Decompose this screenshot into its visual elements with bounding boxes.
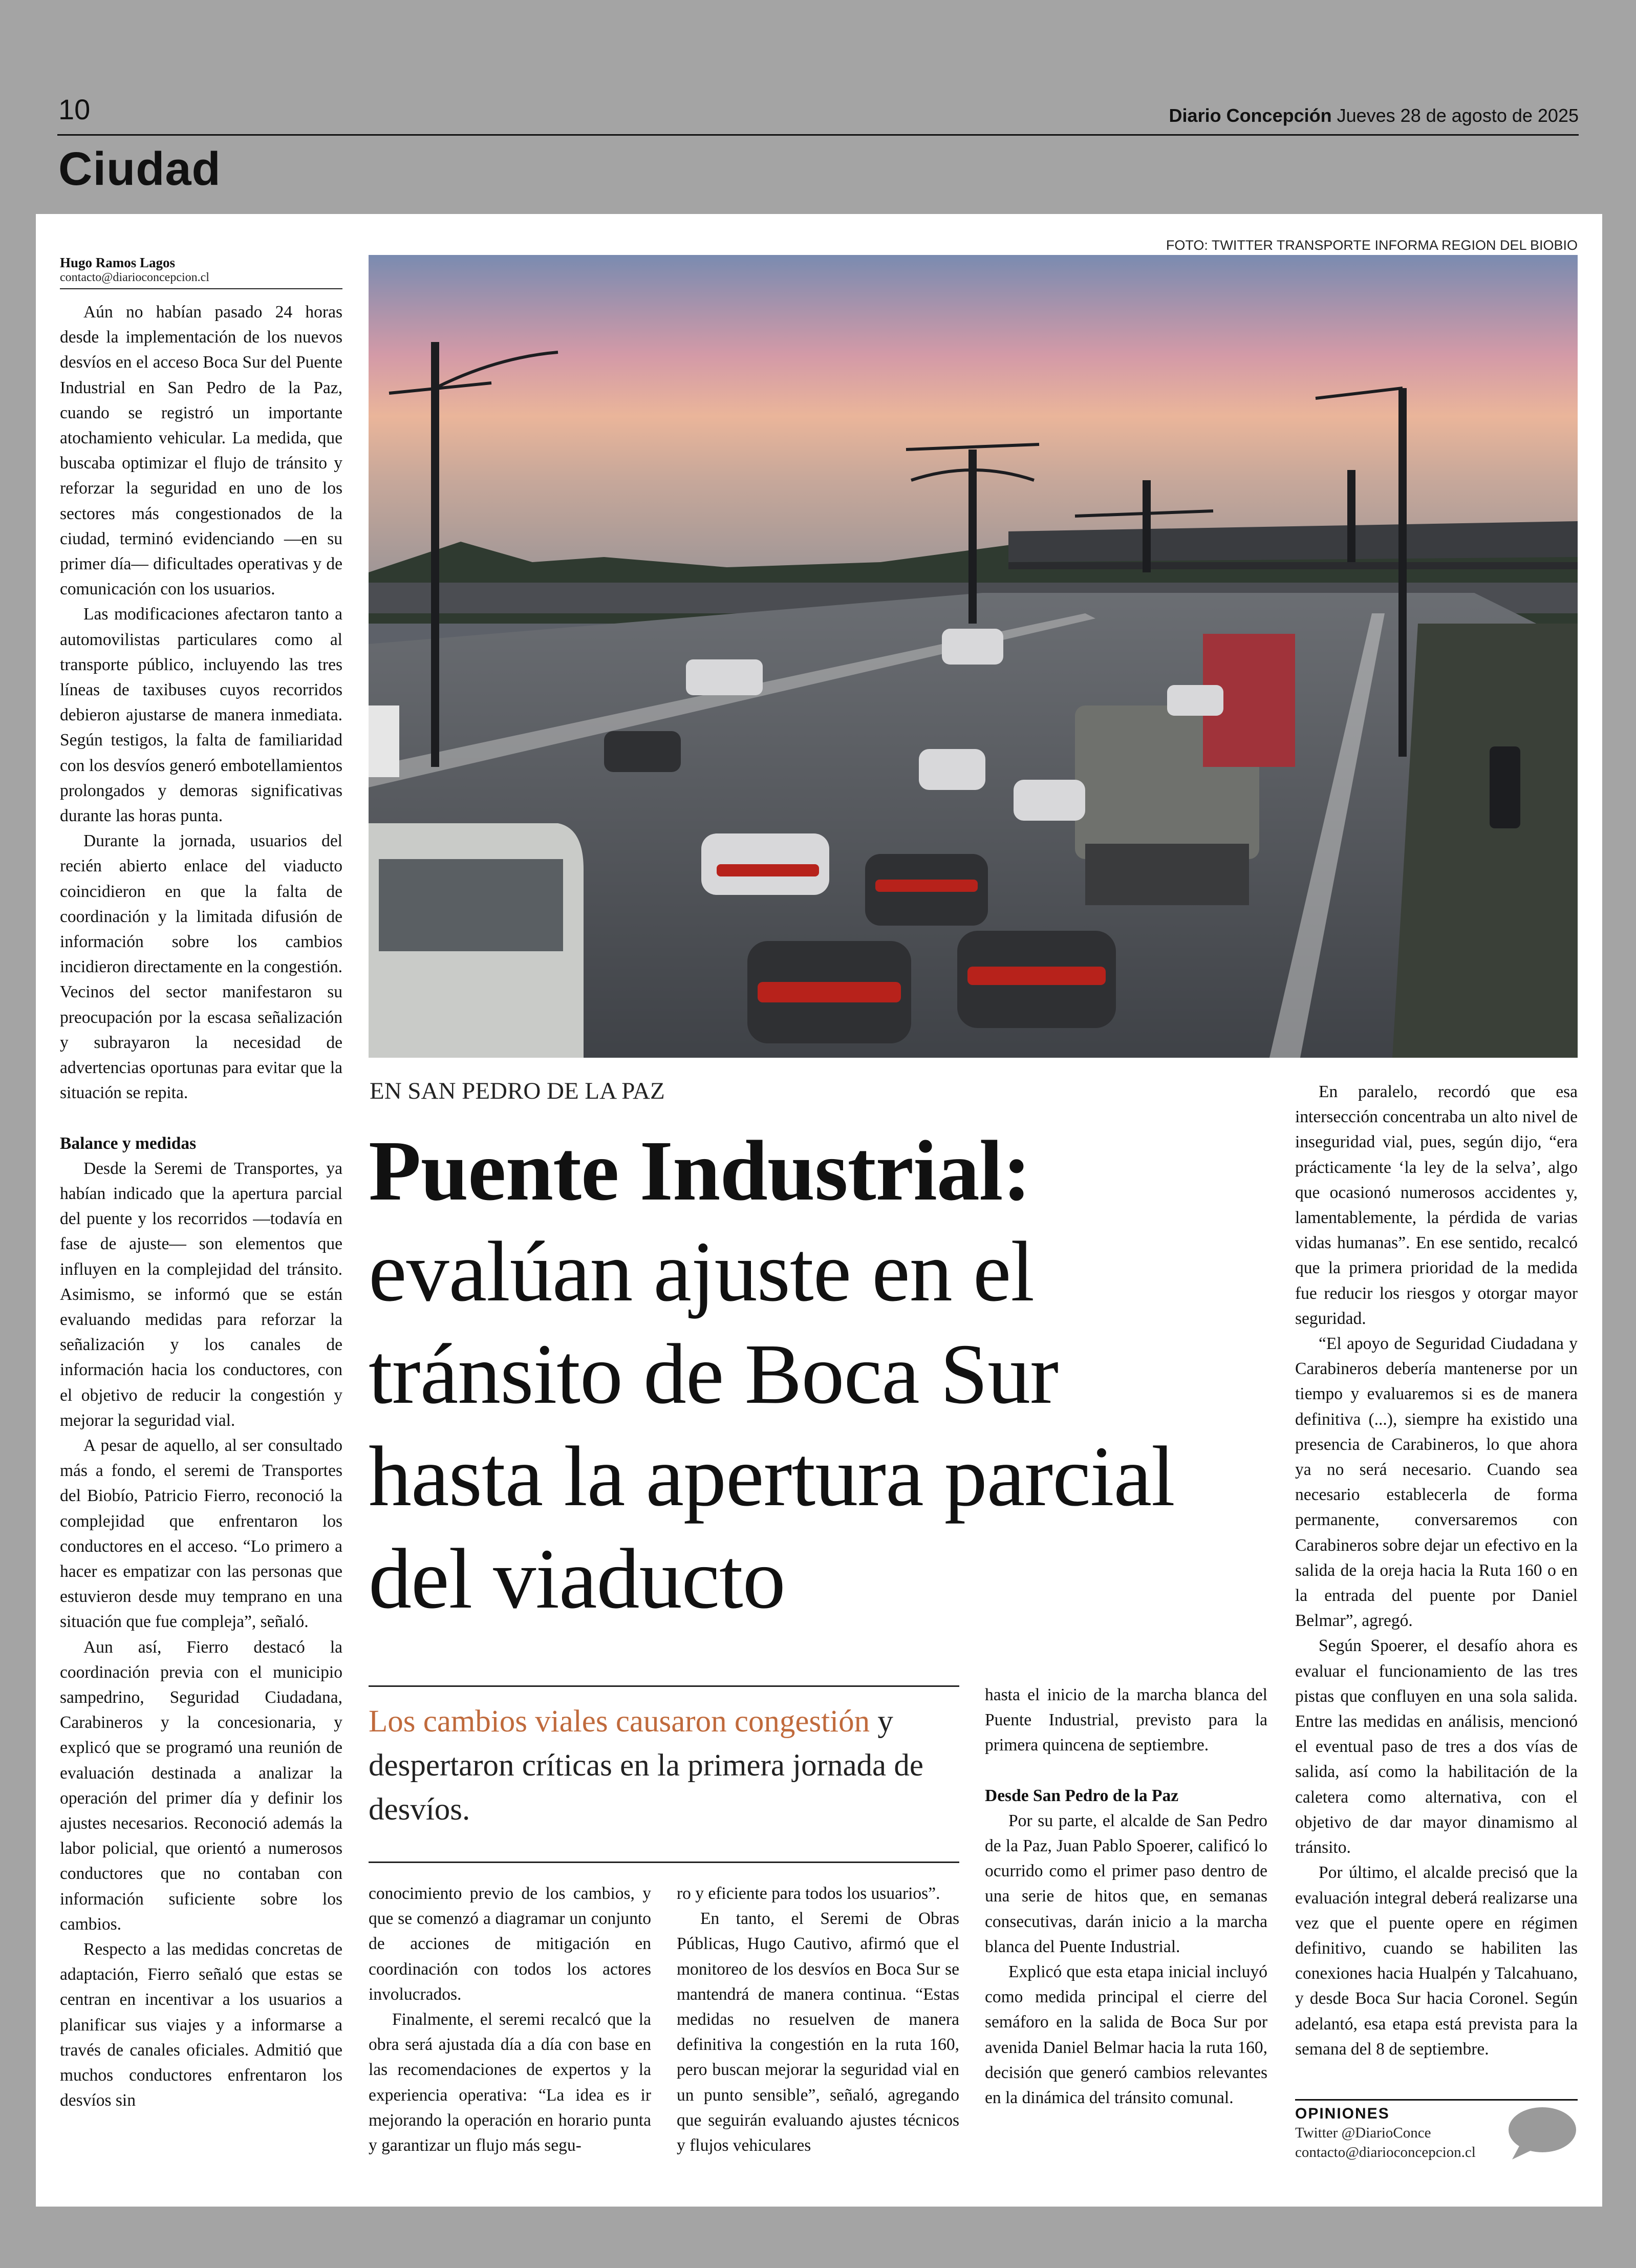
traffic-photo bbox=[369, 255, 1578, 1058]
paragraph: Durante la jornada, usuarios del recién abierto enlace del viaducto coincidieron en que la falta de coordinación y la limitada difusión de información sobre los cambios incidieron directamente en la congestión. Vecinos del sector manifestaron su preocupación por la escasa señalización y subrayaron la necesidad de advertencias oportunas para evitar que la situación se repita. bbox=[60, 831, 342, 1103]
deck-bottom-rule bbox=[369, 1862, 959, 1863]
subheading: Desde San Pedro de la Paz bbox=[985, 1786, 1179, 1805]
headline bbox=[369, 1121, 1198, 1630]
paragraph: Desde la Seremi de Transportes, ya habían indicado que la apertura parcial del puente y los recorridos —todavía en fase de ajuste— son elementos que influyen en la complejidad del tránsito. Asimismo, se informó que se están evaluando medidas para reforzar la señalización y los canales de información hacia los conductores, con el objetivo de reducir la congestión y mejorar la seguridad vial. bbox=[60, 1159, 342, 1430]
byline-rule bbox=[60, 288, 342, 289]
paragraph: Por último, el alcalde precisó que la evaluación integral deberá realizarse una vez que el puente opere en régimen definitivo, cuando se habiliten las conexiones hacia Hualpén y Talcahuano, y desde Boca Sur hacia Coronel. Según adelantó, esa etapa está prevista para la semana del 8 de septiembre. bbox=[1295, 1863, 1578, 2059]
paragraph: En paralelo, recordó que esa intersección concentraba un alto nivel de inseguridad vial, pues, según dijo, “era prácticamente ‘la ley de la selva’, algo que ocasionó numerosos accidentes y, lamentablemente, la pérdida de varias vidas humanas”. En ese sentido, recalcó que la primera prioridad de la medida fue reducir los riesgos y otorgar mayor seguridad. bbox=[1295, 1082, 1578, 1328]
paragraph: A pesar de aquello, al ser consultado más a fondo, el seremi de Transportes del Biobío, Patricio Fierro, reconoció la complejidad que enfrentaron los conductores en el acceso. “Lo primero a hacer es empatizar con las personas que estuvieron desde muy temprano en una situación que fue compleja”, señaló. bbox=[60, 1436, 342, 1632]
deck bbox=[369, 1700, 959, 1832]
byline-author: Hugo Ramos Lagos bbox=[60, 255, 176, 270]
article-kicker: EN SAN PEDRO DE LA PAZ bbox=[370, 1078, 665, 1104]
opinion-rule bbox=[1295, 2099, 1578, 2101]
paragraph: Aun así, Fierro destacó la coordinación previa con el municipio sampedrino, Seguridad Ciudadana, Carabineros y la concesionaria, y explicó que se programó una reunión de evaluación destinada a analizar la operación del primer día y definir los ajustes necesarios. Reconoció además la labor policial, que orientó a numerosos conductores que no contaban con información suficiente sobre los cambios. bbox=[60, 1637, 342, 1934]
paragraph: hasta el inicio de la marcha blanca del Puente Industrial, previsto para la primera quincena de septiembre. bbox=[985, 1685, 1267, 1755]
opinion-title: OPINIONES bbox=[1295, 2105, 1390, 2122]
deck-top-rule bbox=[369, 1685, 959, 1687]
paragraph: “El apoyo de Seguridad Ciudadana y Carabineros debería mantenerse por un tiempo y evaluaremos si es de manera definitiva (...), siempre ha existido una presencia de Carabineros, lo que ahora ya no será necesario. Cuando sea necesario establecerla de forma permanente, conversaremos con Carabineros sobre dejar un efectivo en la salida de la oreja hacia la Ruta 160 o en la entrada del puente por Daniel Belmar”, agregó. bbox=[1295, 1334, 1578, 1631]
paragraph: ro y eficiente para todos los usuarios”. bbox=[677, 1884, 940, 1903]
paragraph: Respecto a las medidas concretas de adaptación, Fierro señaló que estas se centran en incentivar a los usuarios a planificar sus viajes y a informarse a través de canales oficiales. Admitió que muchos conductores enfrentaron los desvíos sin bbox=[60, 1940, 342, 2110]
deck-accent: Los cambios viales causaron congestión bbox=[369, 1704, 870, 1739]
paragraph: conocimiento previo de los cambios, y que se comenzó a diagramar un conjunto de acciones de mitigación en coordinación con todos los actores involucrados. bbox=[369, 1884, 651, 2004]
traffic-photo-illustration bbox=[369, 255, 1578, 1058]
opinion-twitter: Twitter @DiarioConce bbox=[1295, 2125, 1431, 2141]
deck-text: y despertaron críticas en la primera jornada de desvíos. bbox=[369, 1704, 923, 1827]
article-column-5 bbox=[1295, 1079, 1578, 2088]
article-column-2 bbox=[369, 1881, 651, 2168]
byline-email: contacto@diarioconcepcion.cl bbox=[60, 271, 209, 284]
paragraph: Por su parte, el alcalde de San Pedro de la Paz, Juan Pablo Spoerer, calificó lo ocurrido como el primer paso dentro de una serie de hitos que, en semanas consecutivas, darán inicio a la marcha blanca del Puente Industrial. bbox=[985, 1811, 1267, 1956]
paragraph: Aún no habían pasado 24 horas desde la implementación de los nuevos desvíos en el acceso Boca Sur del Puente Industrial en San Pedro de la Paz, cuando se registró un importante atochamiento vehicular. La medida, que buscaba optimizar el flujo de tránsito y reforzar la seguridad en uno de los sectores más congestionados de la ciudad, terminó evidenciando —en su primer día— dificultades operativas y de comunicación con los usuarios. bbox=[60, 303, 342, 599]
section-title: Ciudad bbox=[58, 143, 221, 195]
paragraph: Según Spoerer, el desafío ahora es evaluar el funcionamiento de las tres pistas que confluyen en una sola salida. Entre las medidas en análisis, mencionó el eventual paso de tres a dos vías de salida, así como la habilitación de la caletera como alternativa, con el objetivo de dar mayor dinamismo al tránsito. bbox=[1295, 1636, 1578, 1857]
article-column-3 bbox=[677, 1881, 959, 2168]
paragraph: Las modificaciones afectaron tanto a automovilistas particulares como al transporte público, incluyendo las tres líneas de taxibuses cuyos recorridos debieron ajustarse de manera inmediata. Según testigos, la falta de familiaridad con los desvíos generó embotellamientos prolongados y demoras significativas durante las horas punta. bbox=[60, 605, 342, 826]
masthead bbox=[1169, 106, 1579, 125]
page-number: 10 bbox=[58, 93, 91, 125]
paragraph: Explicó que esta etapa inicial incluyó como medida principal el cierre del semáforo en la salida de Boca Sur por avenida Daniel Belmar hacia la ruta 160, decisión que generó cambios relevantes en la dinámica del tránsito comunal. bbox=[985, 1962, 1267, 2108]
paragraph: En tanto, el Seremi de Obras Públicas, Hugo Cautivo, afirmó que el monitoreo de los desvíos en Boca Sur se mantendrá de manera continua. “Estas medidas no resuelven de manera definitiva la congestión en la ruta 160, pero buscan mejorar la seguridad vial en un punto sensible”, señaló, agregando que seguirán evaluando ajustes técnicos y flujos vehiculares bbox=[677, 1909, 959, 2155]
speech-bubble-icon bbox=[1506, 2105, 1577, 2162]
subheading: Balance y medidas bbox=[60, 1133, 197, 1153]
header-rule bbox=[57, 134, 1579, 136]
headline-text: evalúan ajuste en el tránsito de Boca Sur hasta la apertura parcial del viaducto bbox=[369, 1224, 1175, 1627]
paragraph: Finalmente, el seremi recalcó que la obra será ajustada día a día con base en las recomendaciones de expertos y la experiencia operativa: “La idea es ir mejorando la operación en horario punta y garantizar un flujo más segu- bbox=[369, 2010, 651, 2155]
photo-credit: FOTO: TWITTER TRANSPORTE INFORMA REGION DEL BIOBIO bbox=[1166, 238, 1578, 253]
headline-lead: Puente Industrial: bbox=[369, 1123, 1031, 1218]
opinion-email: contacto@diarioconcepcion.cl bbox=[1295, 2144, 1476, 2160]
article-column-1 bbox=[60, 299, 342, 2173]
newspaper-name: Diario Concepción bbox=[1169, 105, 1332, 126]
issue-date: Jueves 28 de agosto de 2025 bbox=[1337, 105, 1579, 126]
article-column-4 bbox=[985, 1682, 1267, 2169]
